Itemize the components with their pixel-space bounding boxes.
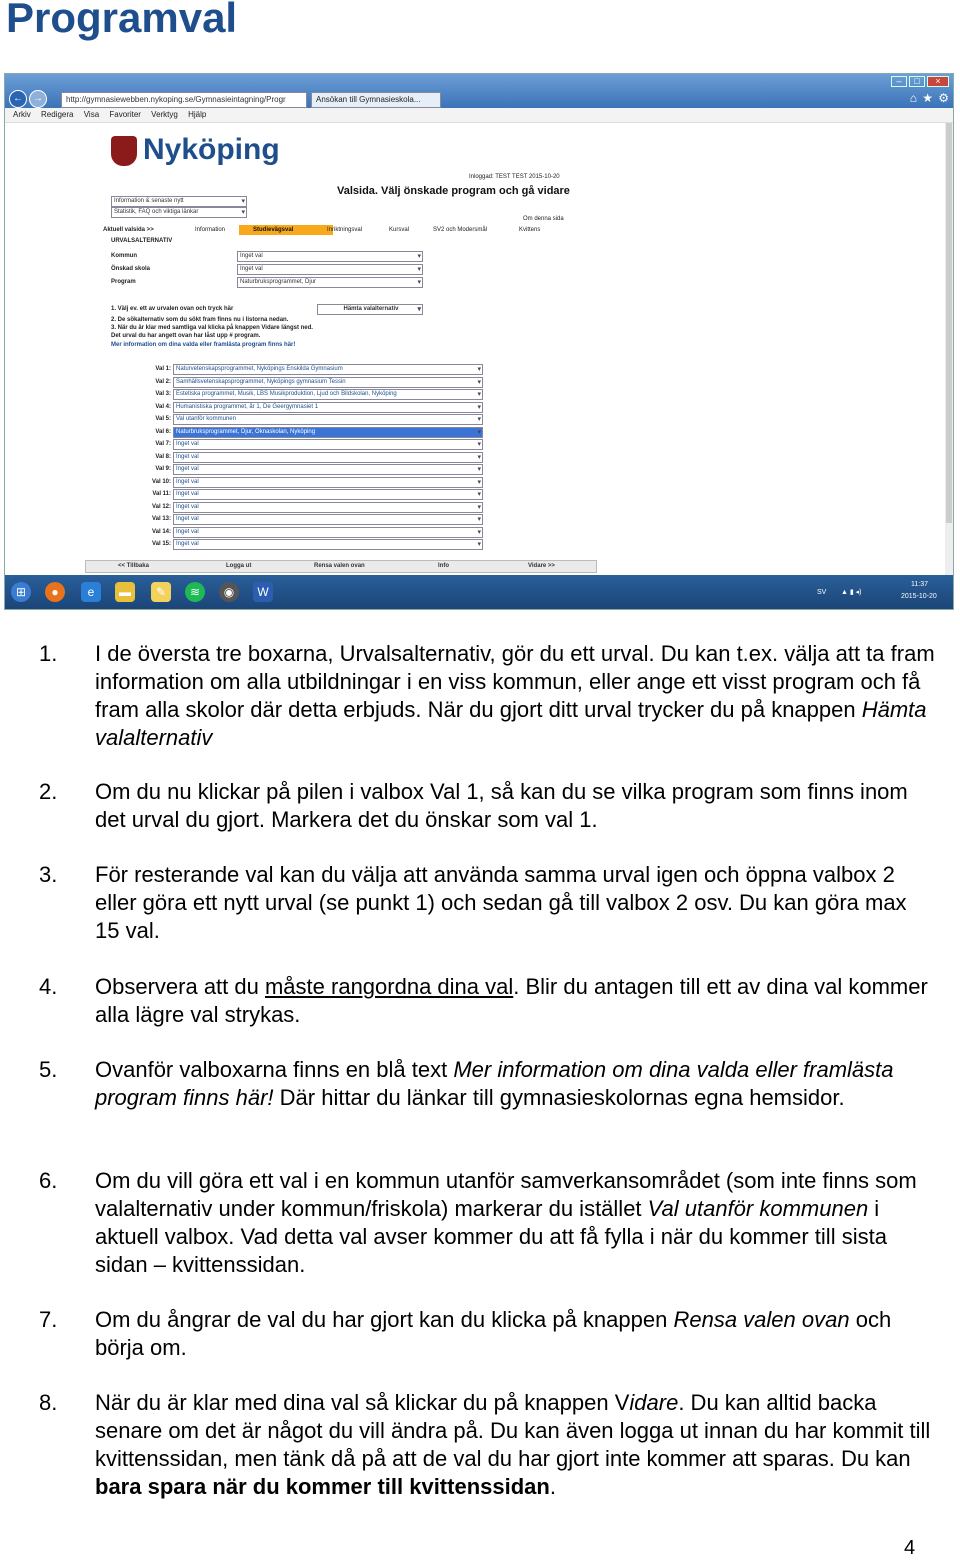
menu-hjalp[interactable]: Hjälp: [188, 110, 207, 119]
val-select[interactable]: Inget val ▾: [173, 514, 483, 525]
step-sv2[interactable]: SV2 och Modersmål: [433, 227, 488, 233]
val-label: Val 2:: [155, 378, 171, 385]
om-denna-sida-link[interactable]: Om denna sida: [523, 216, 564, 222]
close-icon[interactable]: ×: [927, 76, 949, 87]
val-label: Val 8:: [155, 453, 171, 460]
step-kursval[interactable]: Kursval: [389, 227, 410, 233]
spotify-icon[interactable]: ≋: [185, 582, 205, 602]
item-number: 1.: [39, 641, 58, 666]
val-select[interactable]: Inget val ▾: [173, 452, 483, 463]
val-select[interactable]: Inget val ▾: [173, 477, 483, 488]
forward-icon[interactable]: →: [29, 90, 47, 108]
val-select[interactable]: Inget val ▾: [173, 527, 483, 538]
menu-arkiv[interactable]: Arkiv: [13, 110, 31, 119]
item-text: Om du vill göra ett val i en kommun utanför samverkansområdet (som inte finns som valalternativ under kommun/friskola) markerar du istället Val utanför kommunen i aktuell valbox. Vad detta val avser kommer du att få fylla i när du kommer till sista sidan – kvittenssidan.: [95, 1168, 917, 1277]
val-select[interactable]: Inget val ▾: [173, 489, 483, 500]
menu-verktyg[interactable]: Verktyg: [151, 110, 178, 119]
clock-date: 2015-10-20: [901, 593, 937, 600]
item-text: Ovanför valboxarna finns en blå text Mer information om dina valda eller framlästa program finns här! Där hittar du länkar till gymnasieskolornas egna hemsidor.: [95, 1057, 894, 1110]
site-logo: [111, 133, 280, 167]
scroll-thumb[interactable]: [946, 123, 952, 523]
item-text: Om du nu klickar på pilen i valbox Val 1, så kan du se vilka program som finns inom det urval du gjort. Markera det du önskar som val 1.: [95, 779, 908, 832]
clear-button[interactable]: Rensa valen ovan: [314, 563, 365, 569]
step-studievagsval[interactable]: Studievägsval: [239, 225, 333, 235]
item-text: För resterande val kan du välja att använda samma urval igen och öppna valbox 2 eller göra ett nytt urval (se punkt 1) och sedan gå till valbox 2 osv. Du kan göra max 15 val.: [95, 862, 907, 943]
item-text: När du är klar med dina val så klickar du på knappen Vidare. Du kan alltid backa senare om det är något du vill ändra på. Du kan även logga ut innan du har kommit till kvittenssidan, men tänk då på att de val du har gjort inte kommer att sparas. Du kan bara spara när du kommer till kvittenssidan.: [95, 1390, 931, 1499]
more-info-link[interactable]: Mer information om dina valda eller framlästa program finns här!: [111, 342, 296, 348]
val-label: Val 13:: [151, 516, 171, 522]
home-icon[interactable]: ⌂: [909, 91, 917, 105]
val-label: Val 1:: [155, 366, 171, 372]
tray-icons[interactable]: ▲ ▮ ◂): [841, 589, 862, 596]
back-icon[interactable]: ←: [9, 90, 27, 108]
address-bar[interactable]: http://gymnasiewebben.nykoping.se/Gymnasieintagning/Progr: [61, 92, 307, 108]
menu-visa[interactable]: Visa: [83, 110, 100, 119]
next-button[interactable]: Vidare >>: [528, 563, 555, 569]
program-label: Program: [111, 279, 136, 285]
media-icon[interactable]: ◉: [219, 582, 239, 602]
notes-icon[interactable]: ✎: [151, 582, 171, 602]
instruction-3: 3. När du är klar med samtliga val klicka på knappen Vidare längst ned.: [111, 325, 313, 331]
val-select[interactable]: Samhällsvetenskapsprogrammet, Nyköpings gymnasium Tessin ▾: [173, 377, 483, 388]
menu-redigera[interactable]: Redigera: [41, 110, 74, 119]
browser-titlebar: [5, 74, 953, 108]
val-select[interactable]: Inget val ▾: [173, 539, 483, 550]
val-label: Val 14:: [151, 528, 171, 535]
star-icon[interactable]: ★: [922, 91, 933, 105]
ie-icon[interactable]: e: [81, 582, 101, 602]
instruction-2: 2. De sökalternativ som du sökt fram finns nu i listorna nedan.: [111, 317, 289, 323]
val-select[interactable]: Naturvetenskapsprogrammet, Nyköpings Enskilda Gymnasium ▾: [173, 364, 483, 375]
val-select[interactable]: Naturbruksprogrammet, Djur, Öknaskolan, Nyköping ▾: [173, 427, 483, 438]
item-number: 6.: [39, 1168, 58, 1193]
menu-favoriter[interactable]: Favoriter: [109, 110, 141, 119]
item-number: 7.: [39, 1307, 58, 1332]
val-label: Val 11:: [152, 491, 171, 497]
item-text: Observera att du måste rangordna dina val. Blir du antagen till ett av dina val kommer alla lägre val strykas.: [95, 974, 928, 1027]
info-button[interactable]: Info: [438, 563, 449, 569]
info-select-2[interactable]: Statistik, FAQ och viktiga länkar ▾: [111, 207, 247, 218]
logo-text: Nyköping: [143, 133, 280, 166]
info-select-1[interactable]: Information & senaste nytt ▾: [111, 196, 247, 207]
gear-icon[interactable]: ⚙: [938, 91, 949, 105]
maximize-icon[interactable]: □: [909, 76, 925, 87]
item-number: 4.: [39, 974, 58, 999]
val-label: Val 12:: [151, 503, 171, 510]
kommun-select[interactable]: Inget val ▾: [237, 251, 423, 262]
page-heading: Programval: [6, 0, 238, 41]
browser-screenshot: [4, 73, 954, 610]
page-title: Valsida. Välj önskade program och gå vidare: [337, 185, 570, 197]
val-label: Val 15:: [151, 541, 171, 547]
item-number: 3.: [39, 862, 58, 887]
skola-select[interactable]: Inget val ▾: [237, 264, 423, 275]
firefox-icon[interactable]: ●: [45, 582, 65, 602]
val-label: Val 4:: [155, 403, 171, 410]
val-select[interactable]: Inget val ▾: [173, 464, 483, 475]
folder-icon[interactable]: ▬: [115, 582, 135, 602]
kommun-label: Kommun: [111, 253, 137, 259]
val-select[interactable]: Val utanför kommunen ▾: [173, 414, 483, 425]
start-icon[interactable]: ⊞: [11, 582, 31, 602]
val-label: Val 10:: [151, 478, 171, 485]
fetch-button[interactable]: Hämta valalternativ ▾: [317, 304, 423, 315]
skola-label: Önskad skola: [111, 266, 151, 272]
back-button[interactable]: << Tillbaka: [118, 563, 149, 569]
item-number: 8.: [39, 1390, 58, 1415]
val-select[interactable]: Humanistiska programmet, år 1, De Geergymnasiet 1 ▾: [173, 402, 483, 413]
val-label: Val 9:: [155, 466, 171, 472]
menu-bar: [5, 108, 953, 123]
browser-tab[interactable]: Ansökan till Gymnasieskola...: [311, 92, 441, 108]
page-number: 4: [904, 1537, 916, 1559]
step-information[interactable]: Information: [195, 227, 226, 233]
val-label: Val 5:: [155, 416, 171, 422]
val-label: Val 3:: [155, 391, 171, 397]
language-indicator[interactable]: SV: [817, 589, 827, 596]
logout-button[interactable]: Logga ut: [226, 563, 252, 569]
scrollbar[interactable]: [945, 123, 953, 575]
val-select[interactable]: Inget val ▾: [173, 439, 483, 450]
item-number: 2.: [39, 779, 58, 804]
minimize-icon[interactable]: –: [891, 76, 907, 87]
step-kvittens[interactable]: Kvittens: [519, 227, 541, 233]
val-select[interactable]: Inget val ▾: [173, 502, 483, 513]
crest-icon: [111, 136, 137, 166]
item-text: I de översta tre boxarna, Urvalsalternativ, gör du ett urval. Du kan t.ex. välja att ta fram information om alla utbildningar i en viss kommun, eller ange ett visst program och få fram alla skolor där detta erbjuds. När du gjort ditt urval trycker du på knappen Hämta valalternativ: [95, 641, 935, 750]
clock-time: 11:37: [911, 581, 928, 588]
item-text: Om du ångrar de val du har gjort kan du klicka på knappen Rensa valen ovan och börja om.: [95, 1307, 892, 1360]
val-select[interactable]: Estetiska programmet, Musik, LBS Musikproduktion, Ljud och Bildskolan, Nyköping ▾: [173, 389, 483, 400]
val-label: Val 6:: [155, 428, 171, 435]
program-select[interactable]: Naturbruksprogrammet, Djur ▾: [237, 277, 423, 288]
step-inriktningsval[interactable]: Inriktningsval: [327, 227, 363, 233]
word-icon[interactable]: W: [253, 582, 273, 602]
val-label: Val 7:: [155, 441, 171, 447]
login-info: Inloggad: TEST TEST 2015-10-20: [469, 174, 560, 180]
urval-heading: URVALSALTERNATIV: [111, 238, 173, 244]
current-choice-label: Aktuell valsida >>: [103, 227, 154, 233]
taskbar: [5, 575, 953, 609]
instruction-1: 1. Välj ev. ett av urvalen ovan och tryck här: [111, 306, 234, 312]
web-page: [5, 123, 945, 575]
instruction-4: Det urval du har angett ovan har låst upp # program.: [111, 333, 261, 339]
bottom-button-bar: [85, 560, 597, 573]
item-number: 5.: [39, 1057, 58, 1082]
